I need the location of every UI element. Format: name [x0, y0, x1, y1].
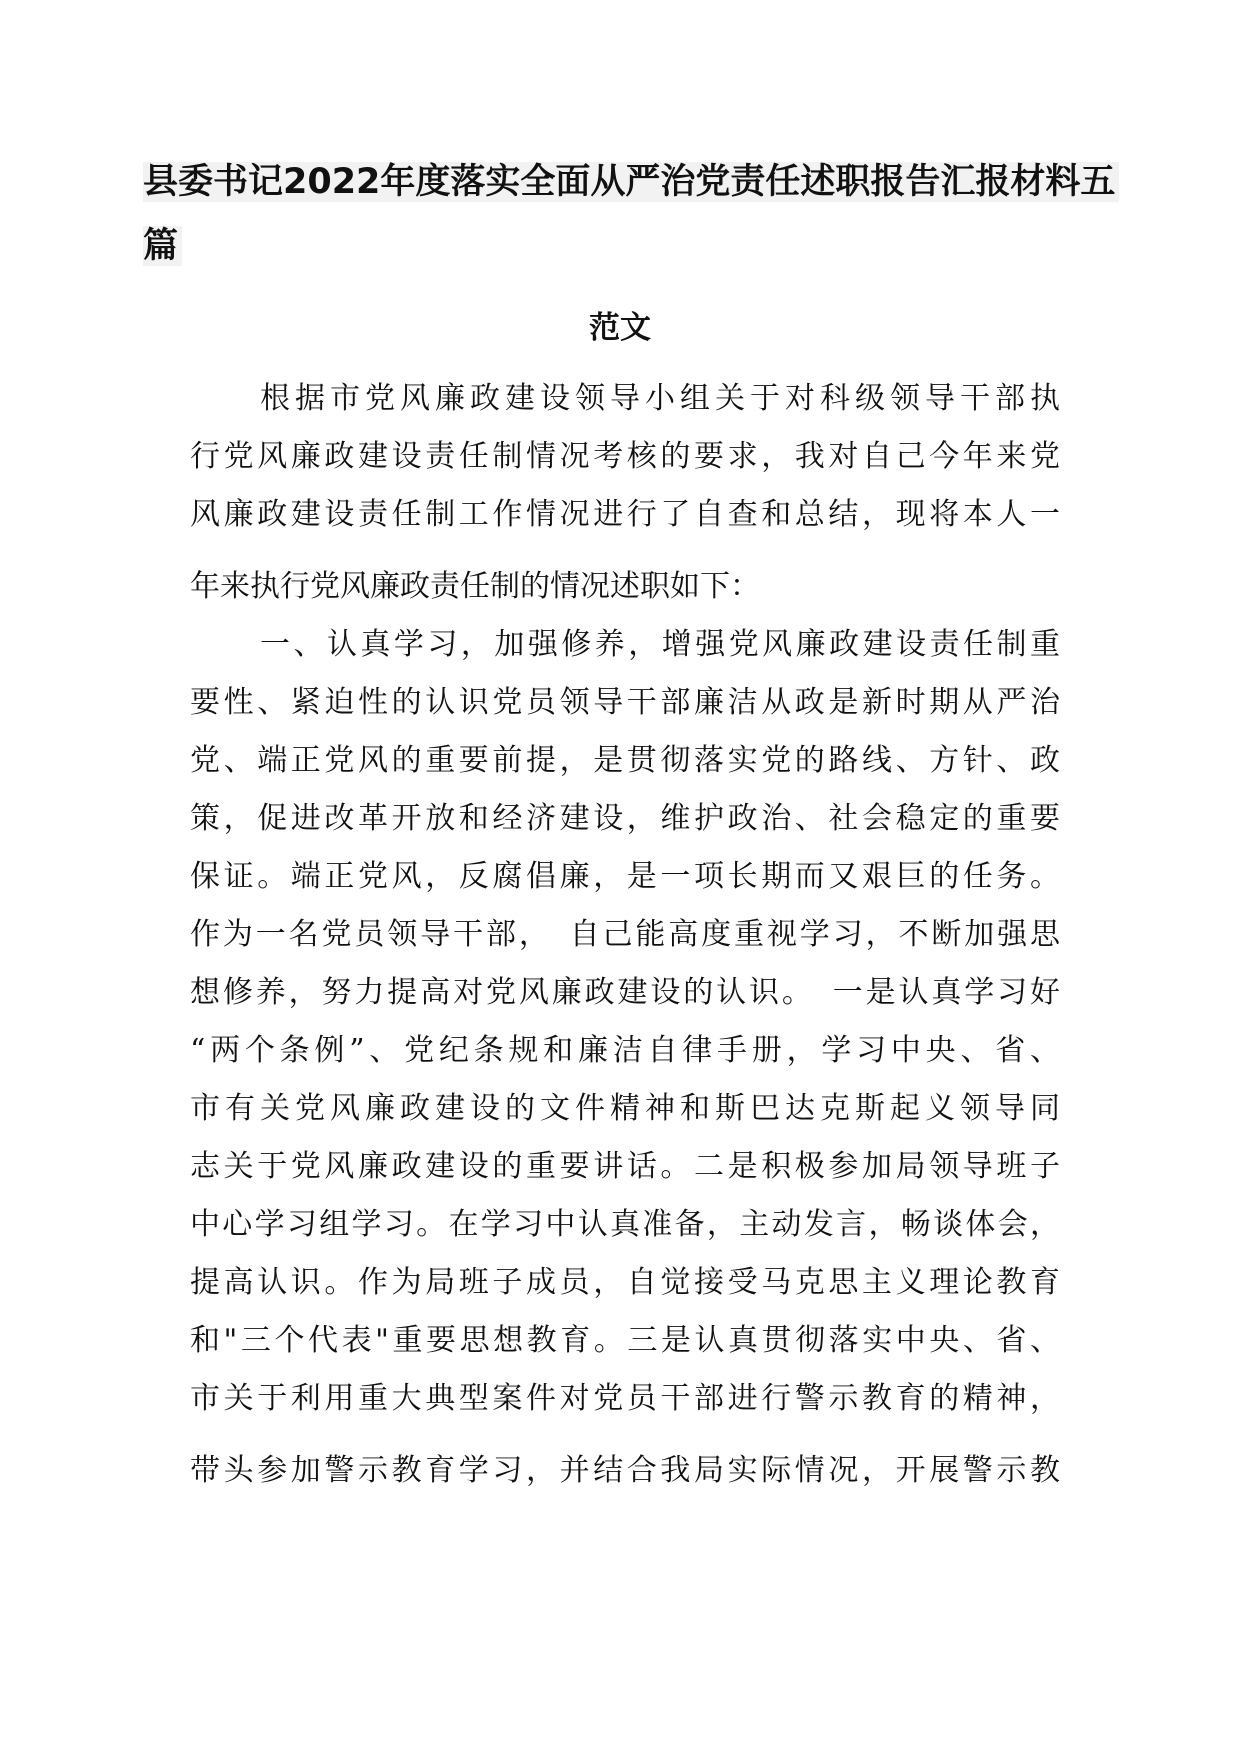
body-line: 要性、紧迫性的认识党员领导干部廉洁从政是新时期从严治	[190, 685, 1060, 720]
document-subtitle: 范文	[589, 310, 651, 346]
title-line-2: 篇	[143, 214, 1071, 278]
document-body	[190, 370, 1060, 1500]
body-line: 带头参加警示教育学习，并结合我局实际情况，开展警示教	[190, 1453, 1060, 1488]
document-title	[143, 150, 1116, 278]
body-line: 行党风廉政建设责任制情况考核的要求，我对自己今年来党	[190, 439, 1060, 474]
body-line: 一、认真学习，加强修养，增强党风廉政建设责任制重	[260, 627, 1060, 662]
body-line: 策，促进改革开放和经济建设，维护政治、社会稳定的重要	[190, 801, 1060, 836]
body-line: 市有关党风廉政建设的文件精神和斯巴达克斯起义领导同	[190, 1091, 1060, 1126]
body-line: 保证。端正党风，反腐倡廉，是一项长期而又艰巨的任务。	[190, 859, 1060, 894]
body-line: 作为一名党员领导干部， 自己能高度重视学习，不断加强思	[190, 917, 1060, 952]
body-line: 想修养，努力提高对党风廉政建设的认识。 一是认真学习好	[190, 975, 1060, 1010]
body-line: 和"三个代表"重要思想教育。三是认真贯彻落实中央、省、	[190, 1323, 1060, 1358]
title-line-1: 县委书记2022年度落实全面从严治党责任述职报告汇报材料五	[143, 150, 1071, 214]
body-line: 中心学习组学习。在学习中认真准备，主动发言，畅谈体会，	[190, 1207, 1060, 1242]
body-line: 年来执行党风廉政责任制的情况述职如下：	[190, 569, 760, 604]
body-line: 党、端正党风的重要前提，是贯彻落实党的路线、方针、政	[190, 743, 1060, 778]
body-line: “两个条例”、党纪条规和廉洁自律手册，学习中央、省、	[190, 1033, 1060, 1068]
body-line: 志关于党风廉政建设的重要讲话。二是积极参加局领导班子	[190, 1149, 1060, 1184]
body-line: 风廉政建设责任制工作情况进行了自查和总结，现将本人一	[190, 497, 1060, 532]
body-line: 市关于利用重大典型案件对党员干部进行警示教育的精神，	[190, 1381, 1060, 1416]
body-line: 根据市党风廉政建设领导小组关于对科级领导干部执	[260, 381, 1060, 416]
body-line: 提高认识。作为局班子成员，自觉接受马克思主义理论教育	[190, 1265, 1060, 1300]
